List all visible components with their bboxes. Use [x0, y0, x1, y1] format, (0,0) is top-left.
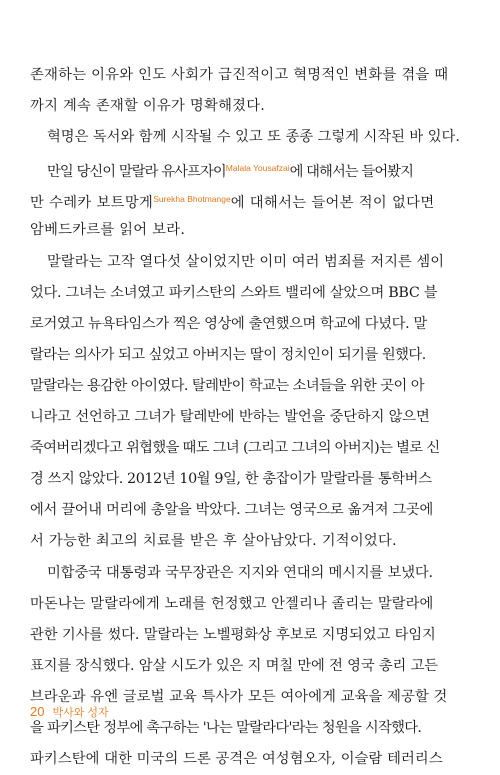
text-line: 에서 끌어내 머리에 총알을 박았다. 그녀는 영국으로 옮겨져 그곳에: [30, 502, 433, 519]
text-line: 암베드카르를 읽어 보라.: [30, 222, 186, 239]
paragraph-first-line: 미합중국 대통령과 국무장관은 지지와 연대의 메시지를 보냈다.: [47, 564, 433, 581]
text-line: 었다. 그녀는 소녀였고 파키스탄의 스와트 밸리에 살았으며 BBC 블: [30, 284, 438, 301]
body-text: [30, 60, 476, 775]
text-run: 만일 당신이 말랄라 유사프자이: [47, 164, 226, 181]
text-line: 을 파키스탄 정부에 촉구하는 '나는 말랄라다'라는 청원을 시작했다.: [30, 719, 422, 736]
text-line: 브라운과 유엔 글로벌 교육 특사가 모든 여아에게 교육을 제공할 것: [30, 688, 448, 705]
text-line: 마돈나는 말랄라에게 노래를 헌정했고 안젤리나 졸리는 말랄라에: [30, 595, 434, 612]
gloss-annotation: Malala Yousafzai: [225, 163, 290, 174]
paragraph-first-line: 말랄라는 고작 열다섯 살이었지만 이미 여러 범죄를 저지른 셈이: [47, 253, 445, 270]
text-line: 죽여버리겠다고 위협했을 때도 그녀 (그리고 그녀의 아버지)는 별로 신: [30, 440, 440, 457]
text-line: [30, 184, 476, 215]
gloss-annotation: Surekha Bhotmange: [153, 194, 231, 205]
paragraph-first-line: 혁명은 독서와 함께 시작될 수 있고 또 종종 그렇게 시작된 바 있다.: [47, 129, 460, 146]
text-line: 로거였고 뉴욕타임스가 찍은 영상에 출연했으며 학교에 다녔다. 말: [30, 315, 427, 332]
text-line: 표지를 장식했다. 암살 시도가 있은 지 며칠 만에 전 영국 총리 고든: [30, 657, 438, 674]
page-number: 20: [30, 704, 45, 719]
text-line: 경 쓰지 않았다. 2012년 10월 9일, 한 총잡이가 말랄라를 통학버스: [30, 471, 432, 488]
text-line: 랄라는 의사가 되고 싶었고 아버지는 딸이 정치인이 되기를 원했다.: [30, 346, 426, 363]
text-run: 에 대해서는 들어본 적이 없다면: [230, 195, 435, 212]
paragraph-first-line: [30, 153, 476, 184]
text-run: 만 수레카 보트망게: [30, 195, 154, 212]
text-line: 존재하는 이유와 인도 사회가 급진적이고 혁명적인 변화를 겪을 때: [30, 67, 449, 83]
page-footer: [30, 702, 109, 722]
text-line: 까지 계속 존재할 이유가 명확해졌다.: [30, 98, 266, 115]
running-title: 박사와 성자: [52, 707, 109, 719]
text-line: 파키스탄에 대한 미국의 드론 공격은 여성혐오자, 이슬람 테러리스: [30, 751, 443, 768]
text-line: 관한 기사를 썼다. 말랄라는 노벨평화상 후보로 지명되었고 타임지: [30, 626, 436, 643]
text-line: 니라고 선언하고 그녀가 탈레반에 반하는 발언을 중단하지 않으면: [30, 409, 430, 426]
text-run: 에 대해서는 들어봤지: [289, 164, 414, 181]
text-line: 서 가능한 최고의 치료를 받은 후 살아남았다. 기적이었다.: [30, 533, 397, 550]
text-line: 말랄라는 용감한 아이였다. 탈레반이 학교는 소녀들을 위한 곳이 아: [30, 377, 424, 394]
